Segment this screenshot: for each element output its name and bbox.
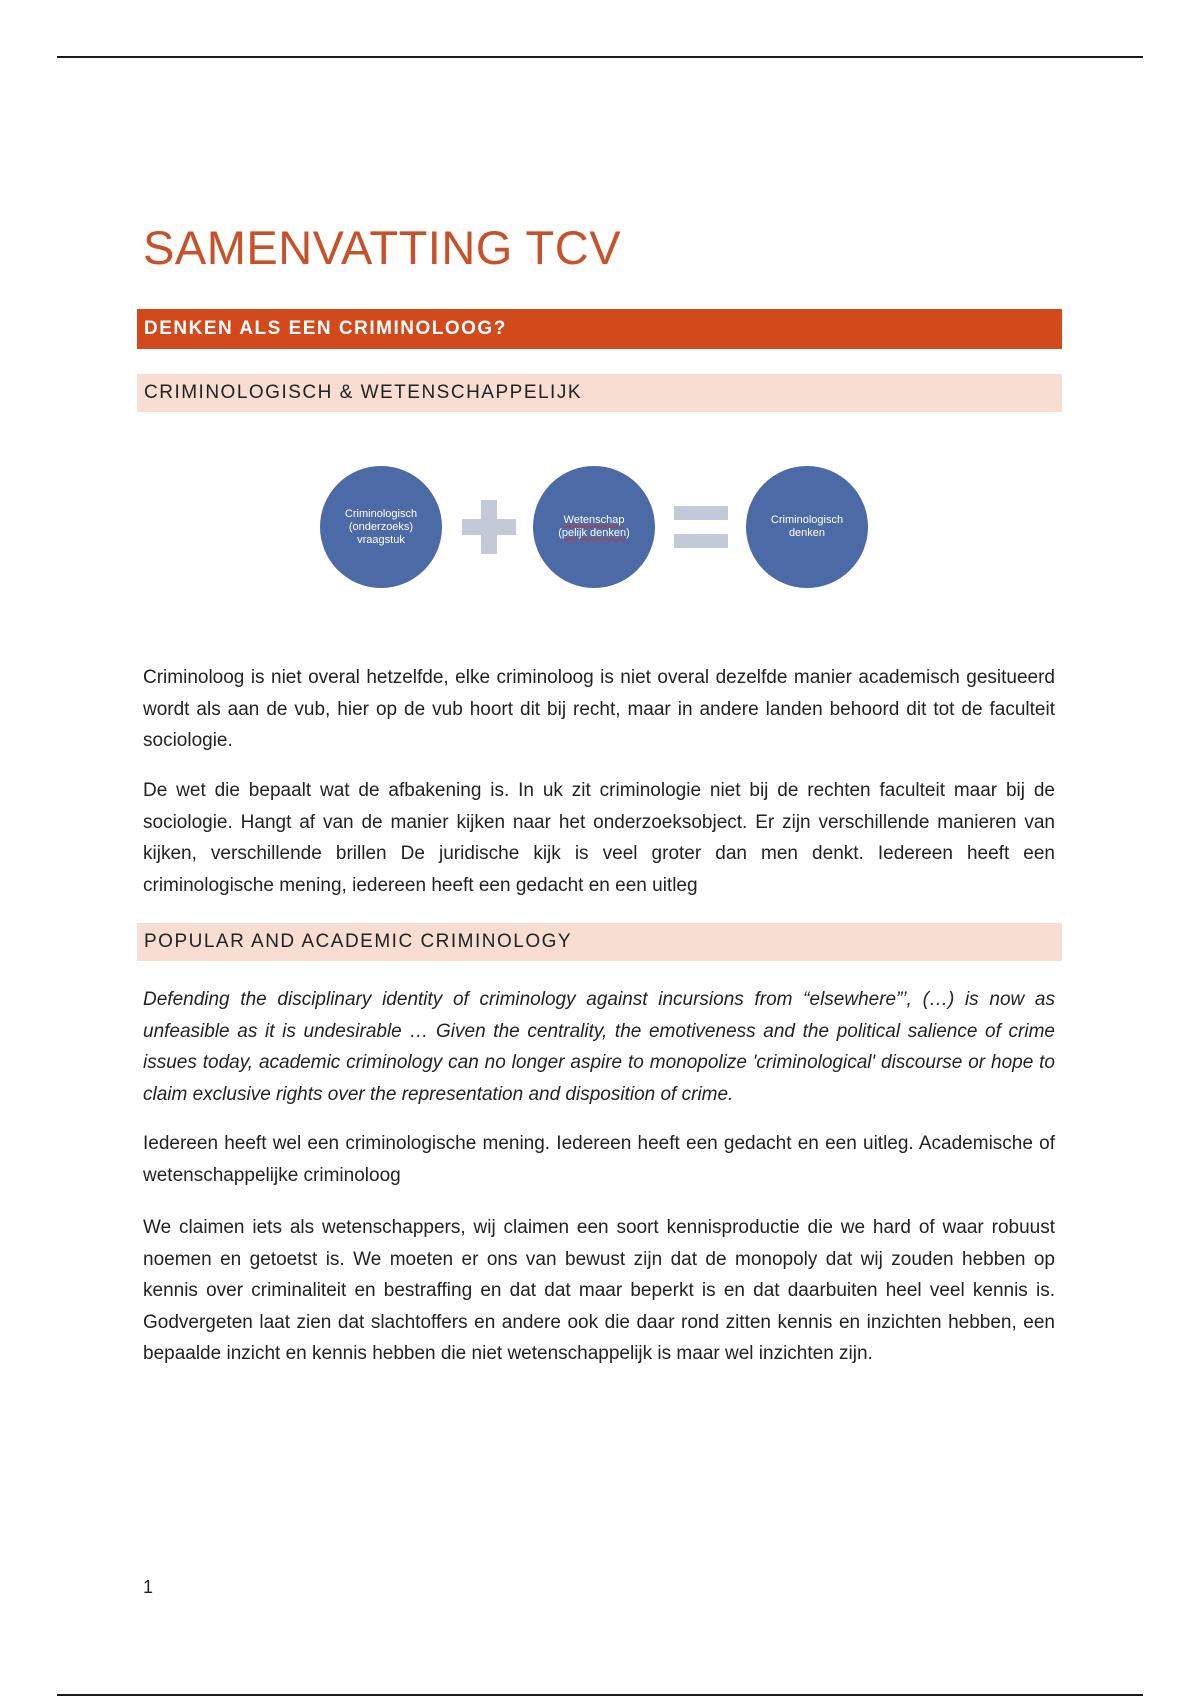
document-title: SAMENVATTING TCV: [143, 221, 622, 274]
equals-icon: [674, 506, 728, 548]
circle-criminologisch-denken: Criminologisch denken: [746, 466, 868, 588]
heading-1: DENKEN ALS EEN CRIMINOLOOG?: [137, 309, 1062, 349]
circle-wetenschappelijk-denken: Wetenschap (pelijk denken): [533, 466, 655, 588]
plus-icon: [462, 500, 516, 554]
paragraph-1: Criminoloog is niet overal hetzelfde, elke criminoloog is niet overal dezelfde manier academisch gesitueerd wordt als aan de vub, hier op de vub hoort dit bij recht, maar in andere landen behoord dit tot de faculteit sociologie.: [143, 667, 1055, 751]
concept-diagram: [320, 466, 870, 590]
top-rule: [57, 56, 1143, 58]
page-number: 1: [143, 1577, 154, 1597]
paragraph-4: We claimen iets als wetenschappers, wij claimen een soort kennisproductie die we hard of waar robuust noemen en getoetst is. We moeten er ons van bewust zijn dat de monopoly dat wij zouden hebben op kennis over criminaliteit en bestraffing en dat dat maar beperkt is en dat daarbuiten heel veel kennis is. Godvergeten laat zien dat slachtoffers en andere ook die daar rond zitten kennis en inzichten hebben, een bepaalde inzicht en kennis hebben die niet wetenschappelijk is maar wel inzichten zijn.: [143, 1217, 1055, 1364]
bottom-rule: [57, 1694, 1143, 1696]
paragraph-2: De wet die bepaalt wat de afbakening is. In uk zit criminologie niet bij de rechten faculteit maar bij de sociologie. Hangt af van de manier kijken naar het onderzoeksobject. Er zijn verschillende manieren van kijken, verschillende brillen De juridische kijk is veel groter dan men denkt. Iedereen heeft een criminologische mening, iedereen heeft een gedacht en een uitleg: [143, 780, 1055, 896]
circle-criminologisch-vraagstuk: Criminologisch (onderzoeks) vraagstuk: [320, 466, 442, 588]
quote-paragraph: Defending the disciplinary identity of criminology against incursions from “elsewhere”’, (…) is now as unfeasible as it is undesirable … Given the centrality, the emotiveness and the political salience of crime issues today, academic criminology can no longer aspire to monopolize 'criminological' discourse or hope to claim exclusive rights over the representation and disposition of crime.: [143, 989, 1055, 1105]
section-heading-popular-academic: POPULAR AND ACADEMIC CRIMINOLOGY: [137, 923, 1062, 961]
paragraph-3: Iedereen heeft wel een criminologische mening. Iedereen heeft een gedacht en een uitleg. Academische of wetenschappelijke criminoloog: [143, 1133, 1055, 1186]
section-heading-criminologisch: CRIMINOLOGISCH & WETENSCHAPPELIJK: [137, 374, 1062, 412]
